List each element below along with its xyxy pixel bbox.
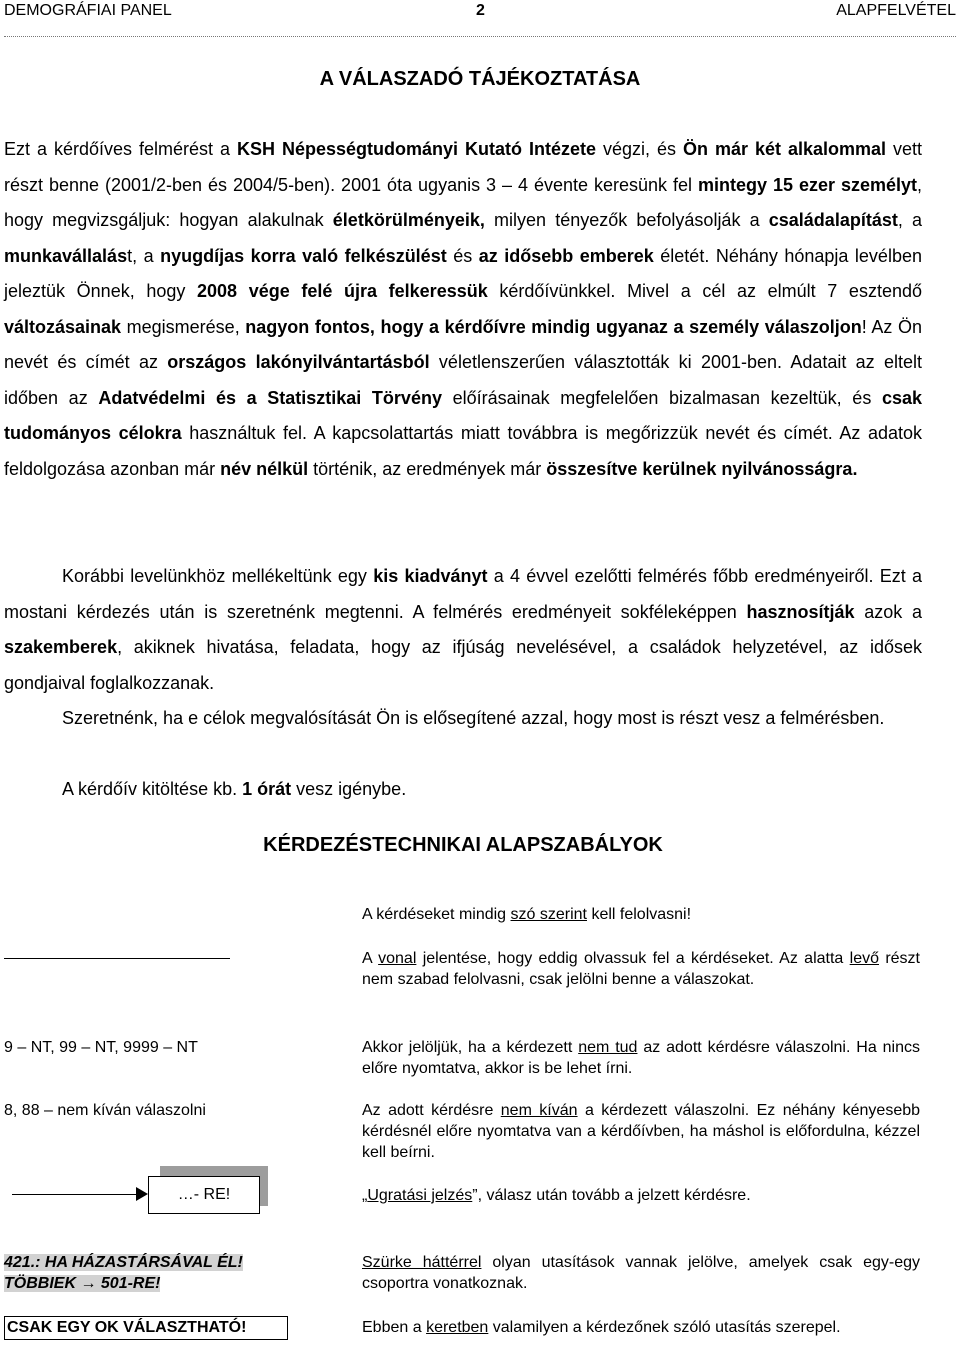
header-divider — [4, 36, 956, 37]
rule-read-verbatim: A kérdéseket mindig szó szerint kell felolvasni! — [362, 906, 692, 923]
intro-paragraph-1: Ezt a kérdőíves felmérést a KSH Népességtudományi Kutató Intézete végzi, és Ön már két alkalommal vett részt benne (2001/2-ben és 2004/5-ben). 2001 óta ugyanis 3 – 4 évente keresünk fel mintegy 15 ezer személyt, hogy megvizsgáljuk: hogyan alakulnak életkörülményeik, milyen tényezők befolyásolják a családalapítást, a munkavállalást, a nyugdíjas korra való felkészülést és az idősebb emberek életét. Néhány hónapja levélben jeleztük Önnek, hogy 2008 vége felé újra felkeressük kérdőívünkkel. Mivel a cél az elmúlt 7 esztendő változásainak megismerése, nagyon fontos, hogy a kérdőívre mindig ugyanaz a személy válaszoljon! Az Ön nevét és címét az országos lakónyilvántartásból véletlenszerűen választották ki 2001-ben. Adatait az eltelt időben az Adatvédelmi és a Statisztikai Törvény előírásainak megfelelően bizalmasan kezeltük, és csak tudományos célokra használtuk fel. A kapcsolattartás miatt továbbra is megőrizzük nevét és címét. Az adatok feldolgozása azonban már név nélkül történik, az eredmények már összesítve kerülnek nyilvánosságra. — [4, 139, 923, 479]
filter-instruction-line-1: 421.: HA HÁZASTÁRSÁVAL ÉL! — [4, 1254, 243, 1271]
intro-paragraph-3: Szeretnénk, ha e célok megvalósítását Ön is elősegítené azzal, hogy most is részt vesz a felmérésben. — [62, 708, 885, 728]
rule-line-symbol — [4, 958, 230, 959]
skip-arrow-icon — [136, 1187, 148, 1201]
intro-paragraph-4: A kérdőív kitöltése kb. 1 órát vesz igénybe. — [62, 779, 407, 799]
rule-refuse-codes: 8, 88 – nem kíván válaszolni — [4, 1102, 206, 1119]
intro-title: A VÁLASZADÓ TÁJÉKOZTATÁSA — [319, 68, 641, 90]
framed-instruction-example: CSAK EGY OK VÁLASZTHATÓ! — [4, 1316, 288, 1340]
header-panel-name: DEMOGRÁFIAI PANEL — [4, 2, 172, 19]
rule-frame-meaning: Ebben a keretben valamilyen a kérdezőnek szóló utasítás szerepel. — [362, 1319, 841, 1336]
header-survey-type: ALAPFELVÉTEL — [836, 2, 956, 19]
intro-paragraph-2: Korábbi levelünkhöz mellékeltünk egy kis kiadványt a 4 évvel ezelőtti felmérés főbb eredményeiről. Ezt a mostani kérdezés után is szeretnénk megtenni. A felmérés eredményeit sokféleképpen hasznosítják azok a szakemberek, akiknek hivatása, feladata, hogy az ifjúság nevelésével, a családok helyzetével, az idősek gondjaival foglalkozzanak. — [4, 566, 922, 693]
rule-skip-meaning: „Ugratási jelzés”, válasz után tovább a jelzett kérdésre. — [362, 1187, 751, 1204]
filter-instruction-example — [4, 1252, 243, 1294]
rule-line-meaning: A vonal jelentése, hogy eddig olvassuk fel a kérdéseket. Az alatta levő részt nem szabad felolvasni, csak jelölni benne a válaszokat. — [362, 950, 920, 988]
rule-nt-codes: 9 – NT, 99 – NT, 9999 – NT — [4, 1039, 198, 1056]
skip-arrow-line — [12, 1194, 142, 1195]
rule-gray-meaning: Szürke háttérrel olyan utasítások vannak jelölve, amelyek csak egy-egy csoportra vonatkoznak. — [362, 1254, 921, 1292]
page-header — [4, 2, 956, 24]
rule-nt-meaning: Akkor jelöljük, ha a kérdezett nem tud az adott kérdésre válaszolni. Ha nincs előre nyomtatva, akkor is be lehet írni. — [362, 1039, 921, 1077]
filter-instruction-line-2: TÖBBIEK → 501-RE! — [4, 1275, 161, 1292]
rules-title: KÉRDEZÉSTECHNIKAI ALAPSZABÁLYOK — [263, 834, 663, 856]
rule-refuse-meaning: Az adott kérdésre nem kíván a kérdezett válaszolni. Ez néhány kényesebb kérdésnél előre nyomtatva van a kérdőívben, ha máshol is előfordulna, kézzel kell beírni. — [362, 1102, 921, 1161]
skip-box: …- RE! — [148, 1176, 260, 1214]
page-number: 2 — [476, 2, 485, 19]
